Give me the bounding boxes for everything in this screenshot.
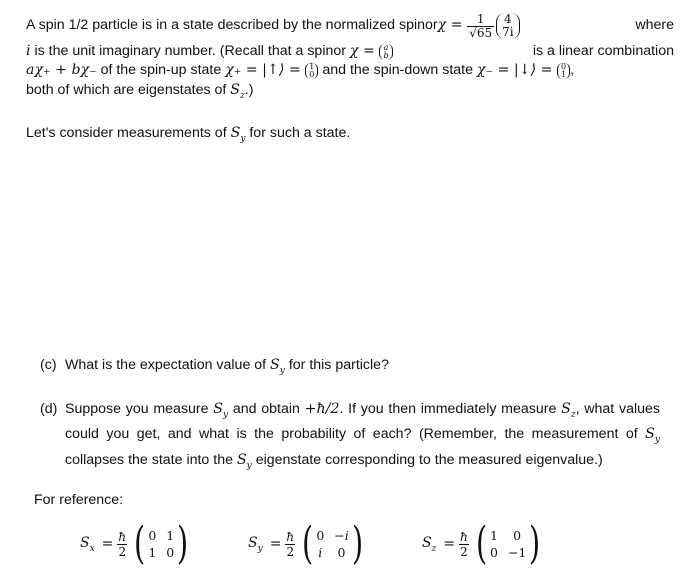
intro-comma: , xyxy=(570,62,575,79)
intro-text-where: where xyxy=(631,17,674,34)
question-c-body xyxy=(65,356,660,381)
sz-left-paren: ( xyxy=(475,518,487,569)
sz-matrix xyxy=(490,528,526,560)
spinor-bottom: 7i xyxy=(502,25,514,39)
sz-hbar: ħ xyxy=(460,529,468,544)
question-d-op3-sub: y xyxy=(654,435,660,446)
intro-text-3b: and the spin-down state xyxy=(318,62,477,79)
spinor-top: 4 xyxy=(504,12,512,26)
sx-sub: x xyxy=(89,543,95,554)
chi-symbol-2: χ xyxy=(349,42,359,59)
question-d-op1: S xyxy=(213,401,224,417)
question-d-eigenvalue: +ħ/2 xyxy=(304,401,340,417)
question-d-text-4: , what values could you get, and what is the probability of each? (Remember, the measurement of xyxy=(65,401,660,443)
question-c-op-sub: y xyxy=(279,365,285,376)
intro-line-1 xyxy=(26,10,674,42)
sx-m21: 1 xyxy=(148,545,157,560)
normalization-fraction xyxy=(467,13,494,40)
question-d-op2: S xyxy=(561,401,571,417)
sz-prefactor xyxy=(459,530,469,559)
sy-right-paren: ) xyxy=(351,518,363,569)
intro-line-4 xyxy=(26,81,674,106)
intro-text-1: A spin 1/2 particle is in a state described by the normalized spinor xyxy=(26,17,438,34)
sx-left-paren: ( xyxy=(134,518,146,569)
sy-two: 2 xyxy=(286,544,295,559)
question-d-body xyxy=(65,400,660,476)
question-d-op2-sub: z xyxy=(570,409,576,420)
fraction-numerator: 1 xyxy=(467,13,494,27)
spinor-ab-vector xyxy=(379,44,392,60)
question-d-text-5: collapses the state into the xyxy=(65,451,237,468)
sx-m12: 1 xyxy=(166,528,175,543)
consider-line xyxy=(26,124,674,149)
reference-matrices xyxy=(80,518,680,569)
spin-down-vector xyxy=(557,63,570,79)
sz-m21: 0 xyxy=(489,545,498,560)
question-d-text-1: Suppose you measure xyxy=(65,401,214,417)
sy-m22: 0 xyxy=(337,545,346,560)
sz-right-paren: ) xyxy=(529,518,541,569)
sz-m12: 0 xyxy=(513,528,522,543)
question-d-op3: S xyxy=(645,426,655,443)
sx-equals: = xyxy=(101,536,114,552)
imaginary-i: i xyxy=(26,42,31,59)
intro-paragraph xyxy=(26,10,674,106)
sz-m11: 1 xyxy=(489,528,498,543)
sy-equals: = xyxy=(269,536,282,552)
down-top: 0 xyxy=(561,62,567,71)
spinor-a: a xyxy=(383,42,389,52)
sy-hbar: ħ xyxy=(286,529,295,544)
sx-name: S xyxy=(80,534,90,551)
intro-text-4: both of which are eigenstates of xyxy=(26,82,231,98)
sy-prefactor xyxy=(285,530,295,559)
intro-text-2b: is a linear combination xyxy=(528,42,674,59)
sz-symbol: S xyxy=(230,82,241,98)
question-d-op1-sub: y xyxy=(223,409,229,420)
sx-prefactor xyxy=(117,530,127,559)
intro-text-3a: of the spin-up state xyxy=(96,62,226,79)
spin-up-state: χ₊ = |↑⟩ = xyxy=(225,62,306,79)
question-d-label: (d) xyxy=(40,401,58,417)
sy-left-paren: ( xyxy=(302,518,314,569)
sy-m21: i xyxy=(318,545,323,560)
sz-m22: −1 xyxy=(507,545,527,560)
sy-symbol: S xyxy=(230,125,241,141)
sx-m22: 0 xyxy=(166,545,175,560)
sx-hbar: ħ xyxy=(118,529,127,544)
up-top: 1 xyxy=(309,62,315,71)
sz-equals: = xyxy=(443,536,456,552)
question-d xyxy=(40,400,660,476)
question-d-text-6: eigenstate corresponding to the measured eigenvalue.) xyxy=(251,451,603,468)
sy-m12: −i xyxy=(334,528,349,543)
question-d-text-2: and obtain xyxy=(228,401,305,417)
question-d-text-3: . If you then immediately measure xyxy=(339,401,562,417)
question-c-text-post: for this particle? xyxy=(284,357,389,373)
linear-combination: aχ₊ + bχ₋ xyxy=(26,62,97,79)
question-c-label: (c) xyxy=(40,357,57,373)
fraction-denominator: √65 xyxy=(469,25,493,40)
sy-matrix xyxy=(316,528,348,560)
chi-symbol: χ xyxy=(437,17,447,34)
question-d-op4-sub: y xyxy=(246,460,252,471)
intro-text-2a: is the unit imaginary number. (Recall that a spinor xyxy=(30,42,350,59)
spinor-b: b xyxy=(383,50,389,60)
up-bottom: 0 xyxy=(309,70,315,79)
equals-sign: = xyxy=(446,17,468,34)
question-d-op4: S xyxy=(236,451,247,468)
spinor-vector xyxy=(496,13,519,39)
sx-matrix-equation xyxy=(80,518,191,569)
down-bottom: 1 xyxy=(561,70,567,79)
reference-title: For reference: xyxy=(34,492,124,508)
spin-down-state: χ₋ = |↓⟩ = xyxy=(476,62,558,79)
intro-line-2 xyxy=(26,42,674,61)
sz-subscript: z xyxy=(240,90,245,101)
intro-end: .) xyxy=(244,82,254,98)
sy-m11: 0 xyxy=(316,528,325,543)
consider-text-post: for such a state. xyxy=(245,125,351,141)
sy-matrix-equation xyxy=(248,518,366,569)
sz-name: S xyxy=(422,534,432,551)
question-c-text-pre: What is the expectation value of xyxy=(65,357,271,373)
sx-two: 2 xyxy=(118,544,127,559)
sx-right-paren: ) xyxy=(177,518,189,569)
sy-name: S xyxy=(248,534,258,551)
question-c xyxy=(40,356,660,381)
sy-subscript: y xyxy=(240,133,246,144)
intro-line-3 xyxy=(26,61,674,81)
sz-two: 2 xyxy=(460,544,468,559)
sy-sub: y xyxy=(257,543,263,554)
sz-matrix-equation xyxy=(422,518,544,569)
consider-text-pre: Let's consider measurements of xyxy=(26,125,231,141)
spin-up-vector xyxy=(305,63,318,79)
sx-m11: 0 xyxy=(148,528,157,543)
equals-sign-2: = xyxy=(358,42,380,59)
question-c-op: S xyxy=(270,357,280,373)
sx-matrix xyxy=(148,528,174,560)
sz-sub: z xyxy=(431,543,437,554)
